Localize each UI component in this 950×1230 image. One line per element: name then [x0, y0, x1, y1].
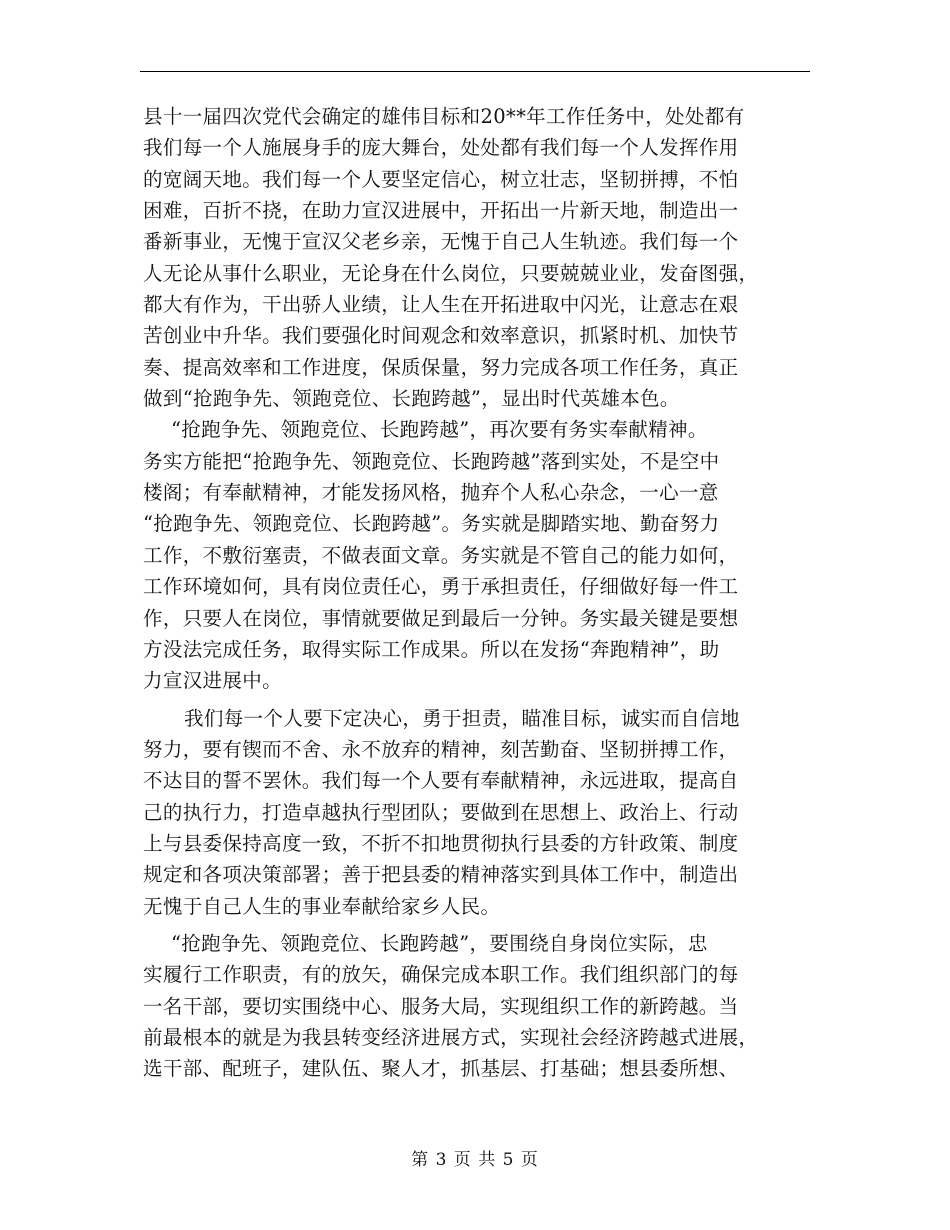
text-line: 的宽阔天地。我们每一个人要坚定信心，树立壮志，坚韧拼搏，不怕: [143, 167, 739, 191]
text-line: 无愧于自己人生的事业奉献给家乡人民。: [143, 894, 501, 918]
text-line: “抢跑争先、领跑竞位、长跑跨越”，要围绕自身岗位实际，忠: [171, 931, 708, 955]
text-line: “抢跑争先、领跑竞位、长跑跨越”。务实就是脚踏实地、勤奋努力: [143, 512, 720, 536]
text-line: 楼阁；有奉献精神，才能发扬风格，抛弃个人私心杂念，一心一意: [143, 481, 719, 505]
text-line: 一名干部，要切实围绕中心、服务大局，实现组织工作的新跨越。当: [143, 994, 739, 1018]
header-rule: [140, 71, 810, 72]
text-line: 不达目的誓不罢休。我们每一个人要有奉献精神，永远进取，提高自: [143, 769, 739, 793]
text-line: 县十一届四次党代会确定的雄伟目标和20**年工作任务中，处处都有: [143, 105, 745, 128]
text-line: 苦创业中升华。我们要强化时间观念和效率意识，抓紧时机、加快节: [143, 324, 739, 348]
text-line: 方没法完成任务，取得实际工作成果。所以在发扬“奔跑精神”，助: [143, 637, 720, 661]
page-footer: 第 3 页 共 5 页: [411, 1150, 539, 1170]
text-line: 我们每一个人要下定决心，勇于担责，瞄准目标，诚实而自信地: [184, 706, 740, 730]
text-line: 工作环境如何，具有岗位责任心，勇于承担责任，仔细做好每一件工: [143, 575, 739, 599]
text-line: 做到“抢跑争先、领跑竞位、长跑跨越”，显出时代英雄本色。: [143, 387, 680, 411]
text-line: 实履行工作职责，有的放矢，确保完成本职工作。我们组织部门的每: [143, 963, 739, 987]
text-line: 困难，百折不挠，在助力宣汉进展中，开拓出一片新天地，制造出一: [143, 199, 739, 223]
text-line: 上与县委保持高度一致，不折不扣地贯彻执行县委的方针政策、制度: [143, 831, 739, 855]
text-line: 力宣汉进展中。: [143, 669, 282, 693]
text-line: 努力，要有锲而不舍、永不放弃的精神，刻苦勤奋、坚韧拼搏工作，: [143, 737, 739, 761]
text-line: 奏、提高效率和工作进度，保质保量，努力完成各项工作任务，真正: [143, 355, 739, 379]
text-line: 人无论从事什么职业，无论身在什么岗位，只要兢兢业业，发奋图强，: [143, 261, 759, 285]
text-line: 工作，不敷衍塞责，不做表面文章。务实就是不管自己的能力如何，: [143, 543, 739, 567]
text-line: “抢跑争先、领跑竞位、长跑跨越”，再次要有务实奉献精神。: [171, 418, 708, 442]
text-line: 务实方能把“抢跑争先、领跑竞位、长跑跨越”落到实处，不是空中: [143, 449, 720, 473]
text-line: 己的执行力，打造卓越执行型团队；要做到在思想上、政治上、行动: [143, 800, 739, 824]
text-line: 作，只要人在岗位，事情就要做足到最后一分钟。务实最关键是要想: [143, 606, 739, 630]
text-line: 选干部、配班子，建队伍、聚人才，抓基层、打基础；想县委所想、: [143, 1057, 739, 1081]
text-line: 番新事业，无愧于宣汉父老乡亲，无愧于自己人生轨迹。我们每一个: [143, 230, 739, 254]
text-line: 都大有作为，干出骄人业绩，让人生在开拓进取中闪光，让意志在艰: [143, 293, 739, 317]
document-body: [143, 101, 813, 1085]
text-line: 前最根本的就是为我县转变经济进展方式，实现社会经济跨越式进展，: [143, 1025, 759, 1049]
text-line: 我们每一个人施展身手的庞大舞台，处处都有我们每一个人发挥作用: [143, 136, 739, 160]
text-line: 规定和各项决策部署；善于把县委的精神落实到具体工作中，制造出: [143, 863, 739, 887]
